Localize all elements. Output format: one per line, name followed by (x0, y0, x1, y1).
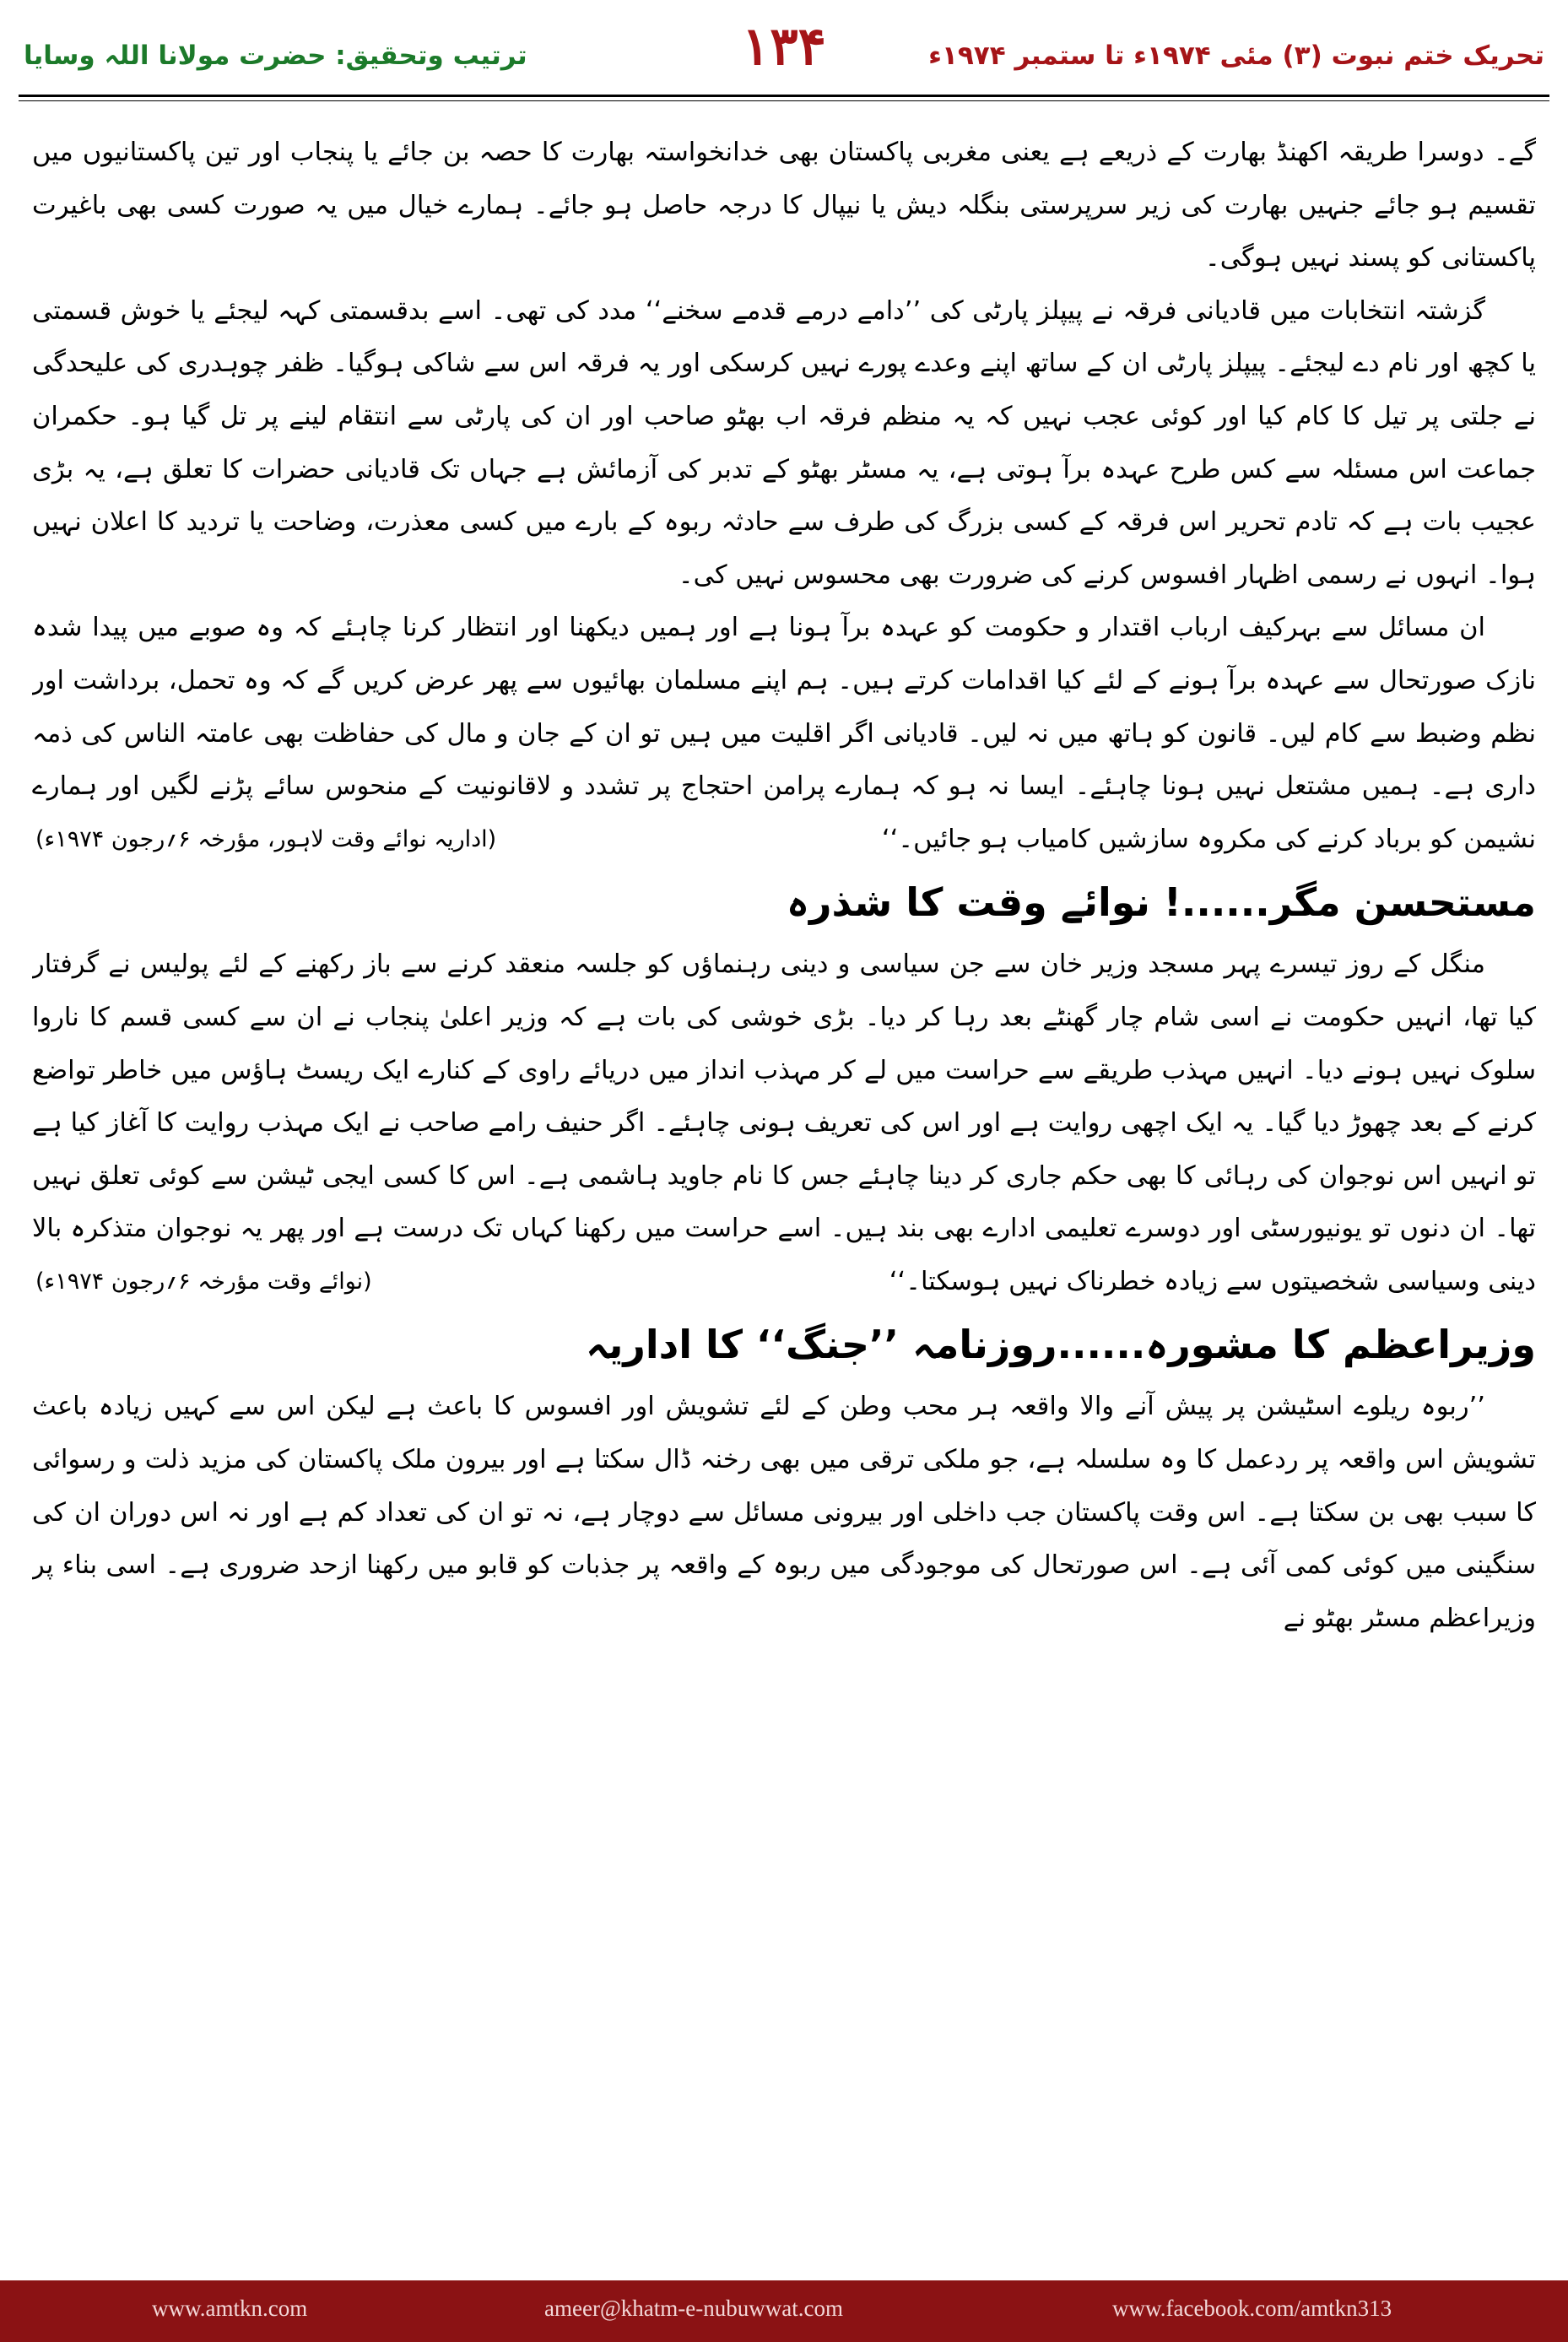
footer-website-link[interactable]: www.amtkn.com (152, 2296, 308, 2321)
header-book-title: تحریک ختم نبوت (۳) مئی ۱۹۷۴ء تا ستمبر ۱۹۷۴ء (928, 41, 1544, 71)
header-rule (19, 95, 1549, 97)
paragraph-3 (32, 602, 1536, 866)
footer-facebook-link[interactable]: www.facebook.com/amtkn313 (1112, 2296, 1392, 2321)
section-heading-1: مستحسن مگر......! نوائے وقت کا شذرہ (787, 879, 1536, 926)
page-body (32, 127, 1536, 2253)
header-rule-thin (19, 100, 1549, 101)
paragraph-5: ’’ربوہ ریلوے اسٹیشن پر پیش آنے والا واقعہ ہر محب وطن کے لئے تشویش اور افسوس کا باعث ہے لیکن اس سے کہیں زیادہ باعث تشویش اس واقعہ پر ردعمل کا وہ سلسلہ ہے، جو ملکی ترقی میں بھی رخنہ ڈال سکتا ہے اور بیرون ملک پاکستان کی مزید ذلت و رسوائی کا سبب بھی بن سکتا ہے۔ اس وقت پاکستان جب داخلی اور بیرونی مسائل سے دوچار ہے، نہ تو ان کی تعداد کم ہے اور نہ اس دوران ان کی سنگینی میں کوئی کمی آئی ہے۔ اس صورتحال کی موجودگی میں ربوہ کے واقعہ پر جذبات کو قابو میں رکھنا ازحد ضروری ہے۔ اسی بناء پر وزیراعظم مسٹر بھٹو نے (32, 1392, 1536, 1633)
header-compiler: ترتیب وتحقیق: حضرت مولانا اللہ وسایا (24, 41, 527, 71)
source-citation-1: (اداریہ نوائے وقت لاہور، مؤرخہ ۶؍رجون ۱۹۷۴ء) (35, 825, 497, 852)
page-number: ۱۳۴ (742, 15, 826, 77)
paragraph-4-text: منگل کے روز تیسرے پہر مسجد وزیر خان سے جن سیاسی و دینی رہنماؤں کو جلسہ منعقد کرنے سے باز رکھنے کے لئے پولیس نے گرفتار کیا تھا، انہیں حکومت نے اسی شام چار گھنٹے بعد رہا کر دیا۔ بڑی خوشی کی بات ہے کہ وزیر اعلیٰ پنجاب نے ان سے کسی قسم کا ناروا سلوک نہیں ہونے دیا۔ انہیں مہذب طریقے سے حراست میں لے کر مہذب انداز میں دریائے راوی کے کنارے ایک ریسٹ ہاؤس میں خاطر تواضع کرنے کے بعد چھوڑ دیا گیا۔ یہ ایک اچھی روایت ہے اور اس کی تعریف ہونی چاہئے۔ اگر حنیف رامے صاحب نے ایک مہذب روایت کا آغاز کیا ہے تو انہیں اس نوجوان کی رہائی کا بھی حکم جاری کر دینا چاہئے جس کا نام جاوید ہاشمی ہے۔ اس کا کسی ایجی ٹیشن سے کوئی تعلق نہیں تھا۔ ان دنوں تو یونیورسٹی اور دوسرے تعلیمی ادارے بھی بند ہیں۔ اسے حراست میں رکھنا کہاں تک درست ہے اور پھر یہ نوجوان متذکرہ بالا دینی وسیاسی شخصیتوں سے زیادہ خطرناک نہیں ہوسکتا۔‘‘ (32, 949, 1536, 1296)
paragraph-1: گے۔ دوسرا طریقہ اکھنڈ بھارت کے ذریعے ہے یعنی مغربی پاکستان بھی خدانخواستہ بھارت کا حصہ بن جائے یا پنجاب اور تین پاکستانیوں میں تقسیم ہو جائے جنہیں بھارت کی زیر سرپرستی بنگلہ دیش یا نیپال کا درجہ حاصل ہو جائے۔ ہمارے خیال میں یہ صورت کسی بھی باغیرت پاکستانی کو پسند نہیں ہوگی۔ (32, 138, 1536, 273)
footer-email-link[interactable]: ameer@khatm-e-nubuwwat.com (544, 2296, 843, 2321)
paragraph-3-text: ان مسائل سے بہرکیف ارباب اقتدار و حکومت کو عہدہ برآ ہونا ہے اور ہمیں دیکھنا اور انتظار کرنا چاہئے کہ وہ صوبے میں پیدا شدہ نازک صورتحال سے عہدہ برآ ہونے کے لئے کیا اقدامات کرتے ہیں۔ ہم اپنے مسلمان بھائیوں سے پھر عرض کریں گے کہ وہ تحمل، برداشت اور نظم وضبط سے کام لیں۔ قانون کو ہاتھ میں نہ لیں۔ قادیانی اگر اقلیت میں ہیں تو ان کے جان و مال کی حفاظت بھی عامتہ الناس کی ذمہ داری ہے۔ ہمیں مشتعل نہیں ہونا چاہئے۔ ایسا نہ ہو کہ ہمارے پرامن احتجاج پر تشدد و لاقانونیت کے منحوس سائے پڑنے لگیں اور ہمارے نشیمن کو برباد کرنے کی مکروہ سازشیں کامیاب ہو جائیں۔‘‘ (32, 613, 1536, 854)
paragraph-2: گزشتہ انتخابات میں قادیانی فرقہ نے پیپلز پارٹی کی ’’دامے درمے قدمے سخنے‘‘ مدد کی تھی۔ اسے بدقسمتی کہہ لیجئے یا خوش قسمتی یا کچھ اور نام دے لیجئے۔ پیپلز پارٹی ان کے ساتھ اپنے وعدے پورے نہیں کرسکی اور یہ فرقہ اس سے شاکی ہوگیا۔ ظفر چوہدری کی علیحدگی نے جلتی پر تیل کا کام کیا اور کوئی عجب نہیں کہ یہ منظم فرقہ اب بھٹو صاحب اور ان کی پارٹی سے انتقام لینے پر تل گیا ہو۔ حکمران جماعت اس مسئلہ سے کس طرح عہدہ برآ ہوتی ہے، یہ مسٹر بھٹو کے تدبر کی آزمائش ہے جہاں تک قادیانی حضرات کا تعلق ہے، یہ بڑی عجیب بات ہے کہ تادم تحریر اس فرقہ کے کسی بزرگ کی طرف سے حادثہ ربوہ کے بارے میں کسی معذرت، وضاحت یا تردید کا اعلان نہیں ہوا۔ انہوں نے رسمی اظہار افسوس کرنے کی ضرورت بھی محسوس نہیں کی۔ (32, 295, 1536, 590)
section-heading-2: وزیراعظم کا مشورہ......روزنامہ ’’جنگ‘‘ کا اداریہ (586, 1322, 1536, 1368)
page-header (0, 0, 1568, 127)
paragraph-4 (32, 938, 1536, 1308)
source-citation-2: (نوائے وقت مؤرخہ ۶؍رجون ۱۹۷۴ء) (35, 1268, 372, 1295)
page-footer (0, 2280, 1568, 2342)
